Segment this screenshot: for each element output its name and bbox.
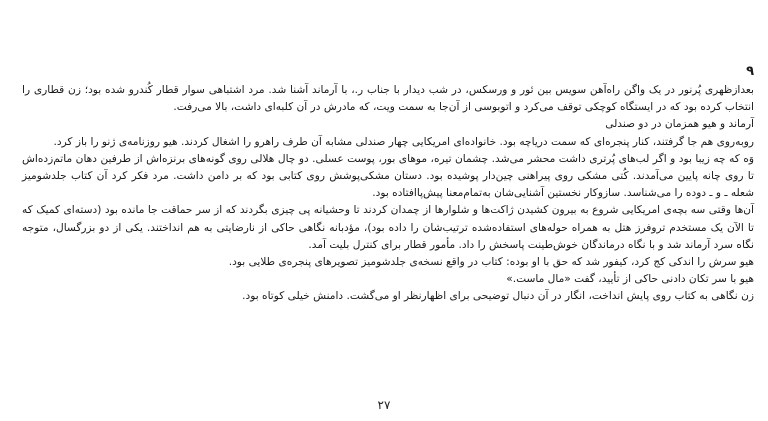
- paragraph-6: هیو سرش را اندکی کج کرد، کیفور شد که حق با او بوده: کتاب در واقع نسخه‌ی جلدشومیز تصویرهای پنجره‌ی طلایی بود.: [228, 256, 754, 269]
- page-number: ۲۷: [377, 398, 391, 412]
- paragraph-1: بعدازظهری پُرنور در یک واگن راه‌آهن سویس بین ئور و ورسکس، در شب دیدار با جناب ر.، با آرماند آشنا شد. مرد اشتباهی سوار قطار کُندرو شده بود؛ زن قطاری را انتخاب کرده بود که در ایستگاه کوچکی توقف می‌کرد و اتوبوسی از آن‌جا به سمت ویت، که مادرش در آن کلبه‌ای داشت، بالا می‌رفت.: [22, 84, 754, 114]
- paragraph-4: وَه که چه زیبا بود و اگر لب‌های پُرتری داشت محشر می‌شد. چشمان تیره، موهای بور، پوست عسلی. دو چال هلالی روی گونه‌های برنزه‌اش از طرفین دهان ماتم‌زده‌اش تا روی چانه پایین می‌آمدند. کُتی مشکی روی پیراهنی چین‌دار پوشیده بود. دستان مشکی‌پوشش روی کتابی بود که بر دامن داشت. مرد فکر کرد آن کتاب جلدشومیز شعله ـ و ـ دوده را می‌شناسد. سازوکار نخستین آشنایی‌شان به‌تمام‌معنا پیش‌پاافتاده بود.: [22, 152, 754, 200]
- paragraph-3: روبه‌روی هم جا گرفتند، کنار پنجره‌ای که سمت دریاچه بود. خانواده‌ای امریکایی چهار صندلی مشابه آن طرف راهرو را اشغال کردند. هیو روزنامه‌ی ژنو را باز کرد.: [53, 135, 754, 148]
- paragraph-8: زن نگاهی به کتاب روی پایش انداخت، انگار در آن دنبال توضیحی برای اظهارنظر او می‌گشت. دامنش خیلی کوتاه بود.: [242, 290, 754, 303]
- body-text: [22, 82, 754, 306]
- chapter-number: ۹: [746, 64, 754, 79]
- paragraph-2: آرماند و هیو همزمان در دو صندلی: [605, 118, 754, 131]
- paragraph-5: آن‌ها وقتی سه بچه‌ی امریکایی شروع به بیرون کشیدن ژاکت‌ها و شلوارها از چمدان کردند تا وحشیانه پی چیزی بگردند که از سر حماقت جا مانده بود (دسته‌ای کمیک که تا الآن یک مستخدم تروفرز هتل به همراه حوله‌های استفاده‌شده ترتیب‌شان را داده بود)، مؤدبانه نگاهی حاکی از نارضایتی به هم انداختند. یکی از دو بزرگسال، متوجه نگاه سرد آرماند شد و با نگاه درماندگان خوش‌طینت پاسخش را داد. مأمور قطار برای کنترل بلیت آمد.: [22, 204, 754, 251]
- paragraph-7: هیو با سر تکان دادنی حاکی از تأیید، گفت «مال ماست.»: [506, 273, 754, 286]
